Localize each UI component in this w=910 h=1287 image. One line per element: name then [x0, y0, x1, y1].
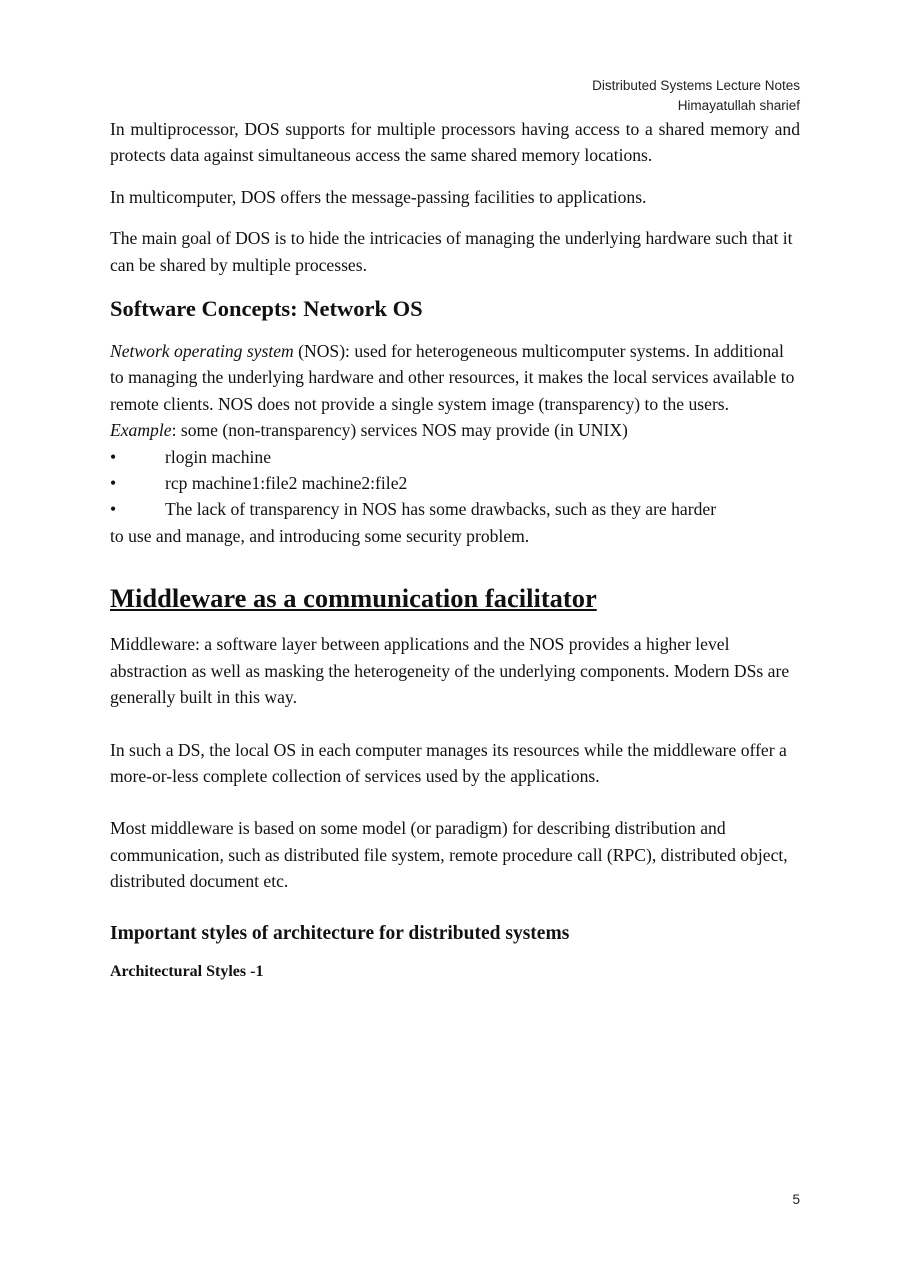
page-body	[110, 116, 800, 983]
paragraph-multicomputer: In multicomputer, DOS offers the message-passing facilities to applications.	[110, 186, 647, 207]
paragraph-middleware-local-os: In such a DS, the local OS in each computer manages its resources while the middleware offer a more-or-less complete collection of services used by the applications.	[110, 739, 787, 786]
heading-network-os: Software Concepts: Network OS	[110, 296, 423, 322]
nos-definition-text: (NOS): used for heterogeneous multicomputer systems. In additional to managing the underlying hardware and other resources, it makes the local services available to remote clients. NOS does not provide a single system image (transparency) to the users.	[110, 341, 795, 414]
page-header	[592, 76, 800, 116]
list-item	[110, 496, 800, 522]
bullet-mark: •	[110, 499, 117, 520]
nos-term: Network operating system	[110, 341, 294, 362]
bullet-text: The lack of transparency in NOS has some drawbacks, such as they are harder	[165, 499, 717, 520]
page-number: 5	[792, 1192, 800, 1207]
list-item	[110, 470, 800, 496]
heading-architecture-styles: Important styles of architecture for distributed systems	[110, 922, 570, 944]
bullet-continuation: to use and manage, and introducing some security problem.	[110, 525, 530, 546]
bullet-mark: •	[110, 446, 117, 467]
paragraph-middleware-models: Most middleware is based on some model (or paradigm) for describing distribution and communication, such as distributed file system, remote procedure call (RPC), distributed object, distributed document etc.	[110, 818, 788, 892]
bullet-text: rcp machine1:file2 machine2:file2	[165, 473, 408, 494]
heading-middleware: Middleware as a communication facilitator	[110, 583, 597, 614]
paragraph-middleware-definition: Middleware: a software layer between applications and the NOS provides a higher level abstraction as well as masking the heterogeneity of the underlying components. Modern DSs are generally built in this way.	[110, 634, 790, 708]
heading-architectural-styles-1: Architectural Styles -1	[110, 962, 264, 980]
paragraph-dos-goal: The main goal of DOS is to hide the intricacies of managing the underlying hardware such that it can be shared by multiple processes.	[110, 228, 793, 275]
bullet-mark: •	[110, 473, 117, 494]
example-label: Example	[110, 420, 172, 441]
bullet-text: rlogin machine	[165, 446, 272, 467]
paragraph-nos-definition	[110, 338, 800, 417]
paragraph-multiprocessor: In multiprocessor, DOS supports for multiple processors having access to a shared memory and protects data against simultaneous access the same shared memory locations.	[110, 119, 800, 166]
paragraph-nos-example	[110, 417, 800, 443]
header-author: Himayatullah sharief	[677, 98, 800, 113]
header-title: Distributed Systems Lecture Notes	[592, 78, 800, 93]
list-item	[110, 444, 800, 470]
example-text: : some (non-transparency) services NOS may provide (in UNIX)	[171, 420, 628, 441]
